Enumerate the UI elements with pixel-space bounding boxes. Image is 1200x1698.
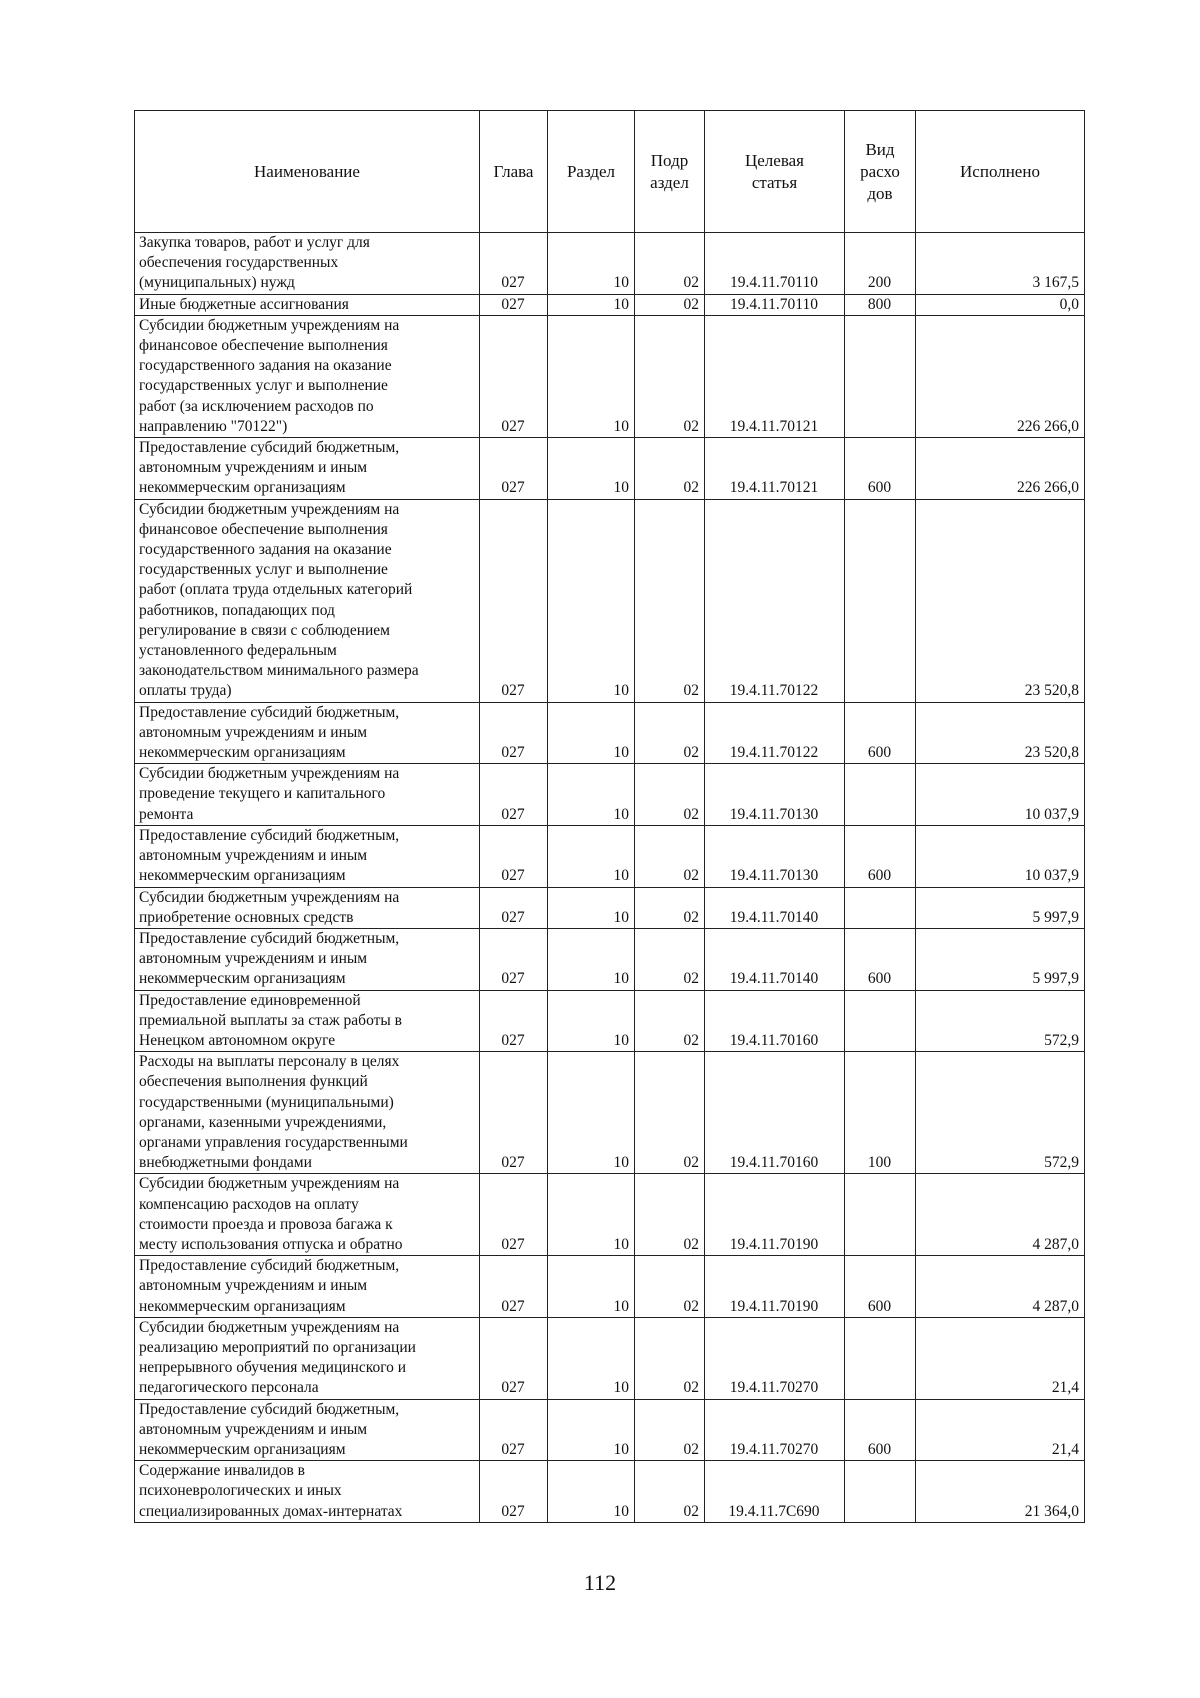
- cell-celevaya: 19.4.11.70130: [705, 764, 845, 826]
- row-name: [135, 499, 480, 702]
- cell-celevaya: 19.4.11.7С690: [705, 1461, 845, 1523]
- cell-vid: [845, 499, 916, 702]
- row-name-line: специализированных домах-интернатах: [139, 1502, 403, 1520]
- cell-vid: 600: [845, 825, 916, 887]
- cell-podrazdel: 02: [635, 702, 705, 764]
- cell-glava: 027: [480, 764, 548, 826]
- cell-vid: 600: [845, 438, 916, 500]
- cell-ispolneno: 23 520,8: [916, 499, 1085, 702]
- cell-celevaya: 19.4.11.70190: [705, 1256, 845, 1318]
- cell-celevaya: 19.4.11.70160: [705, 990, 845, 1052]
- header-row: [135, 111, 1085, 233]
- cell-podrazdel: 02: [635, 887, 705, 928]
- row-name: [135, 438, 480, 500]
- row-name-line: некоммерческим организациям: [139, 744, 346, 762]
- row-name: [135, 990, 480, 1052]
- table-body: [135, 233, 1085, 1523]
- cell-glava: 027: [480, 825, 548, 887]
- header-podrazdel: Подр аздел: [635, 111, 705, 233]
- cell-podrazdel: 02: [635, 1461, 705, 1523]
- cell-celevaya: 19.4.11.70130: [705, 825, 845, 887]
- row-name-line: автономным учреждениям и иным: [139, 1277, 368, 1295]
- table-row: [135, 764, 1085, 826]
- header-ispolneno: Исполнено: [916, 111, 1085, 233]
- cell-podrazdel: 02: [635, 990, 705, 1052]
- cell-razdel: 10: [548, 499, 635, 702]
- table-row: [135, 702, 1085, 764]
- cell-podrazdel: 02: [635, 1052, 705, 1174]
- cell-razdel: 10: [548, 1317, 635, 1399]
- row-name-line: внебюджетными фондами: [139, 1154, 312, 1172]
- row-name-line: непрерывного обучения медицинского и: [139, 1359, 407, 1377]
- cell-ispolneno: 21,4: [916, 1317, 1085, 1399]
- cell-ispolneno: 21 364,0: [916, 1461, 1085, 1523]
- row-name-line: направлению "70122"): [139, 417, 288, 435]
- cell-celevaya: 19.4.11.70190: [705, 1174, 845, 1256]
- row-name-line: педагогического персонала: [139, 1379, 319, 1397]
- table-row: [135, 315, 1085, 437]
- row-name: [135, 1317, 480, 1399]
- row-name: [135, 887, 480, 928]
- cell-celevaya: 19.4.11.70160: [705, 1052, 845, 1174]
- header-name: Наименование: [135, 111, 480, 233]
- header-vid-rashodov: Вид расхо дов: [845, 111, 916, 233]
- cell-celevaya: 19.4.11.70140: [705, 887, 845, 928]
- cell-glava: 027: [480, 702, 548, 764]
- cell-glava: 027: [480, 438, 548, 500]
- row-name-line: государственных услуг и выполнение: [139, 561, 388, 579]
- cell-razdel: 10: [548, 294, 635, 315]
- cell-vid: 100: [845, 1052, 916, 1174]
- cell-celevaya: 19.4.11.70270: [705, 1399, 845, 1461]
- cell-ispolneno: 10 037,9: [916, 764, 1085, 826]
- cell-ispolneno: 23 520,8: [916, 702, 1085, 764]
- row-name-line: Субсидии бюджетным учреждениям на: [139, 888, 400, 906]
- row-name: [135, 294, 480, 315]
- row-name-line: премиальной выплаты за стаж работы в: [139, 1011, 402, 1029]
- row-name-line: государственных услуг и выполнение: [139, 377, 388, 395]
- cell-glava: 027: [480, 990, 548, 1052]
- row-name-line: работников, попадающих под: [139, 601, 335, 619]
- row-name-line: оплаты труда): [139, 682, 232, 700]
- row-name-line: Субсидии бюджетным учреждениям на: [139, 500, 400, 518]
- table-row: [135, 1256, 1085, 1318]
- row-name-line: работ (оплата труда отдельных категорий: [139, 581, 413, 599]
- cell-ispolneno: 3 167,5: [916, 233, 1085, 295]
- row-name-line: Предоставление субсидий бюджетным,: [139, 929, 400, 947]
- cell-glava: 027: [480, 1174, 548, 1256]
- cell-glava: 027: [480, 887, 548, 928]
- row-name-line: месту использования отпуска и обратно: [139, 1235, 403, 1253]
- cell-celevaya: 19.4.11.70140: [705, 928, 845, 990]
- cell-razdel: 10: [548, 1052, 635, 1174]
- cell-glava: 027: [480, 1052, 548, 1174]
- cell-glava: 027: [480, 315, 548, 437]
- cell-vid: 800: [845, 294, 916, 315]
- row-name-line: государственными (муниципальными): [139, 1093, 394, 1111]
- cell-celevaya: 19.4.11.70122: [705, 702, 845, 764]
- cell-celevaya: 19.4.11.70110: [705, 294, 845, 315]
- row-name-line: приобретение основных средств: [139, 908, 354, 926]
- cell-razdel: 10: [548, 825, 635, 887]
- table-row: [135, 1317, 1085, 1399]
- row-name-line: работ (за исключением расходов по: [139, 397, 374, 415]
- header-razdel: Раздел: [548, 111, 635, 233]
- cell-ispolneno: 226 266,0: [916, 315, 1085, 437]
- row-name: [135, 1052, 480, 1174]
- cell-razdel: 10: [548, 764, 635, 826]
- table-row: [135, 990, 1085, 1052]
- row-name: [135, 825, 480, 887]
- cell-ispolneno: 4 287,0: [916, 1174, 1085, 1256]
- row-name-line: Предоставление субсидий бюджетным,: [139, 703, 400, 721]
- cell-razdel: 10: [548, 887, 635, 928]
- row-name: [135, 1256, 480, 1318]
- row-name-line: Иные бюджетные ассигнования: [139, 295, 349, 313]
- row-name-line: проведение текущего и капитального: [139, 785, 386, 803]
- cell-razdel: 10: [548, 1461, 635, 1523]
- cell-podrazdel: 02: [635, 764, 705, 826]
- cell-celevaya: 19.4.11.70122: [705, 499, 845, 702]
- cell-celevaya: 19.4.11.70110: [705, 233, 845, 295]
- row-name-line: автономным учреждениям и иным: [139, 1420, 368, 1438]
- cell-razdel: 10: [548, 438, 635, 500]
- row-name: [135, 764, 480, 826]
- table-row: [135, 1052, 1085, 1174]
- cell-razdel: 10: [548, 315, 635, 437]
- cell-razdel: 10: [548, 233, 635, 295]
- row-name: [135, 315, 480, 437]
- row-name-line: психоневрологических и иных: [139, 1482, 342, 1500]
- cell-ispolneno: 0,0: [916, 294, 1085, 315]
- cell-vid: 600: [845, 702, 916, 764]
- row-name: [135, 1174, 480, 1256]
- row-name-line: обеспечения выполнения функций: [139, 1073, 368, 1091]
- cell-podrazdel: 02: [635, 1317, 705, 1399]
- cell-razdel: 10: [548, 1399, 635, 1461]
- cell-glava: 027: [480, 1317, 548, 1399]
- cell-vid: [845, 315, 916, 437]
- cell-podrazdel: 02: [635, 499, 705, 702]
- cell-vid: [845, 1461, 916, 1523]
- row-name-line: законодательством минимального размера: [139, 662, 419, 680]
- cell-podrazdel: 02: [635, 1174, 705, 1256]
- budget-table: [134, 110, 1085, 1523]
- row-name-line: Расходы на выплаты персоналу в целях: [139, 1053, 400, 1071]
- cell-razdel: 10: [548, 1256, 635, 1318]
- row-name: [135, 233, 480, 295]
- table-row: [135, 499, 1085, 702]
- cell-glava: 027: [480, 1399, 548, 1461]
- row-name-line: Субсидии бюджетным учреждениям на: [139, 1175, 400, 1193]
- row-name-line: Субсидии бюджетным учреждениям на: [139, 1318, 400, 1336]
- row-name-line: Субсидии бюджетным учреждениям на: [139, 765, 400, 783]
- cell-ispolneno: 10 037,9: [916, 825, 1085, 887]
- cell-razdel: 10: [548, 1174, 635, 1256]
- cell-vid: 200: [845, 233, 916, 295]
- row-name-line: государственного задания на оказание: [139, 541, 392, 559]
- cell-ispolneno: 21,4: [916, 1399, 1085, 1461]
- cell-razdel: 10: [548, 928, 635, 990]
- row-name-line: государственного задания на оказание: [139, 357, 392, 375]
- row-name-line: компенсацию расходов на оплату: [139, 1195, 359, 1213]
- row-name-line: органами, казенными учреждениями,: [139, 1113, 387, 1131]
- row-name-line: (муниципальных) нужд: [139, 274, 295, 292]
- table-row: [135, 438, 1085, 500]
- row-name-line: автономным учреждениям и иным: [139, 847, 368, 865]
- table-row: [135, 1461, 1085, 1523]
- cell-glava: 027: [480, 1461, 548, 1523]
- table-row: [135, 1174, 1085, 1256]
- header-celevaya-statya: Целевая статья: [705, 111, 845, 233]
- row-name-line: обеспечения государственных: [139, 254, 339, 272]
- cell-ispolneno: 4 287,0: [916, 1256, 1085, 1318]
- row-name-line: реализацию мероприятий по организации: [139, 1338, 416, 1356]
- row-name: [135, 928, 480, 990]
- row-name-line: Предоставление единовременной: [139, 991, 361, 1009]
- header-glava: Глава: [480, 111, 548, 233]
- table-row: [135, 1399, 1085, 1461]
- row-name-line: некоммерческим организациям: [139, 867, 346, 885]
- row-name-line: некоммерческим организациям: [139, 479, 346, 497]
- row-name-line: Предоставление субсидий бюджетным,: [139, 1400, 400, 1418]
- row-name-line: Предоставление субсидий бюджетным,: [139, 1257, 400, 1275]
- cell-celevaya: 19.4.11.70121: [705, 315, 845, 437]
- row-name-line: Предоставление субсидий бюджетным,: [139, 826, 400, 844]
- cell-vid: [845, 1317, 916, 1399]
- table-row: [135, 887, 1085, 928]
- cell-ispolneno: 5 997,9: [916, 887, 1085, 928]
- row-name-line: Содержание инвалидов в: [139, 1462, 305, 1480]
- row-name-line: Ненецком автономном округе: [139, 1031, 336, 1049]
- cell-vid: [845, 764, 916, 826]
- cell-vid: [845, 990, 916, 1052]
- cell-podrazdel: 02: [635, 1399, 705, 1461]
- cell-celevaya: 19.4.11.70270: [705, 1317, 845, 1399]
- cell-glava: 027: [480, 928, 548, 990]
- cell-vid: [845, 1174, 916, 1256]
- row-name-line: Предоставление субсидий бюджетным,: [139, 439, 400, 457]
- cell-podrazdel: 02: [635, 233, 705, 295]
- row-name-line: Субсидии бюджетным учреждениям на: [139, 316, 400, 334]
- row-name-line: автономным учреждениям и иным: [139, 723, 368, 741]
- row-name: [135, 1399, 480, 1461]
- page-number: 112: [583, 1570, 617, 1595]
- cell-glava: 027: [480, 294, 548, 315]
- cell-podrazdel: 02: [635, 928, 705, 990]
- row-name-line: ремонта: [139, 805, 194, 823]
- cell-podrazdel: 02: [635, 438, 705, 500]
- cell-vid: 600: [845, 1256, 916, 1318]
- row-name: [135, 702, 480, 764]
- cell-ispolneno: 572,9: [916, 1052, 1085, 1174]
- cell-glava: 027: [480, 499, 548, 702]
- row-name-line: регулирование в связи с соблюдением: [139, 621, 390, 639]
- cell-ispolneno: 572,9: [916, 990, 1085, 1052]
- row-name-line: стоимости проезда и провоза багажа к: [139, 1215, 393, 1233]
- cell-podrazdel: 02: [635, 315, 705, 437]
- cell-vid: [845, 887, 916, 928]
- row-name: [135, 1461, 480, 1523]
- row-name-line: автономным учреждениям и иным: [139, 950, 368, 968]
- row-name-line: установленного федеральным: [139, 642, 337, 660]
- row-name-line: автономным учреждениям и иным: [139, 459, 368, 477]
- row-name-line: некоммерческим организациям: [139, 1297, 346, 1315]
- row-name-line: финансовое обеспечение выполнения: [139, 337, 388, 355]
- cell-razdel: 10: [548, 702, 635, 764]
- row-name-line: Закупка товаров, работ и услуг для: [139, 234, 370, 251]
- cell-ispolneno: 226 266,0: [916, 438, 1085, 500]
- table-row: [135, 233, 1085, 295]
- cell-glava: 027: [480, 1256, 548, 1318]
- table-row: [135, 928, 1085, 990]
- table-row: [135, 825, 1085, 887]
- cell-celevaya: 19.4.11.70121: [705, 438, 845, 500]
- table-row: [135, 294, 1085, 315]
- cell-vid: 600: [845, 928, 916, 990]
- cell-vid: 600: [845, 1399, 916, 1461]
- cell-podrazdel: 02: [635, 1256, 705, 1318]
- row-name-line: некоммерческим организациям: [139, 1440, 346, 1458]
- cell-razdel: 10: [548, 990, 635, 1052]
- cell-podrazdel: 02: [635, 294, 705, 315]
- cell-podrazdel: 02: [635, 825, 705, 887]
- row-name-line: органами управления государственными: [139, 1133, 408, 1151]
- cell-glava: 027: [480, 233, 548, 295]
- row-name-line: финансовое обеспечение выполнения: [139, 520, 388, 538]
- cell-ispolneno: 5 997,9: [916, 928, 1085, 990]
- row-name-line: некоммерческим организациям: [139, 970, 346, 988]
